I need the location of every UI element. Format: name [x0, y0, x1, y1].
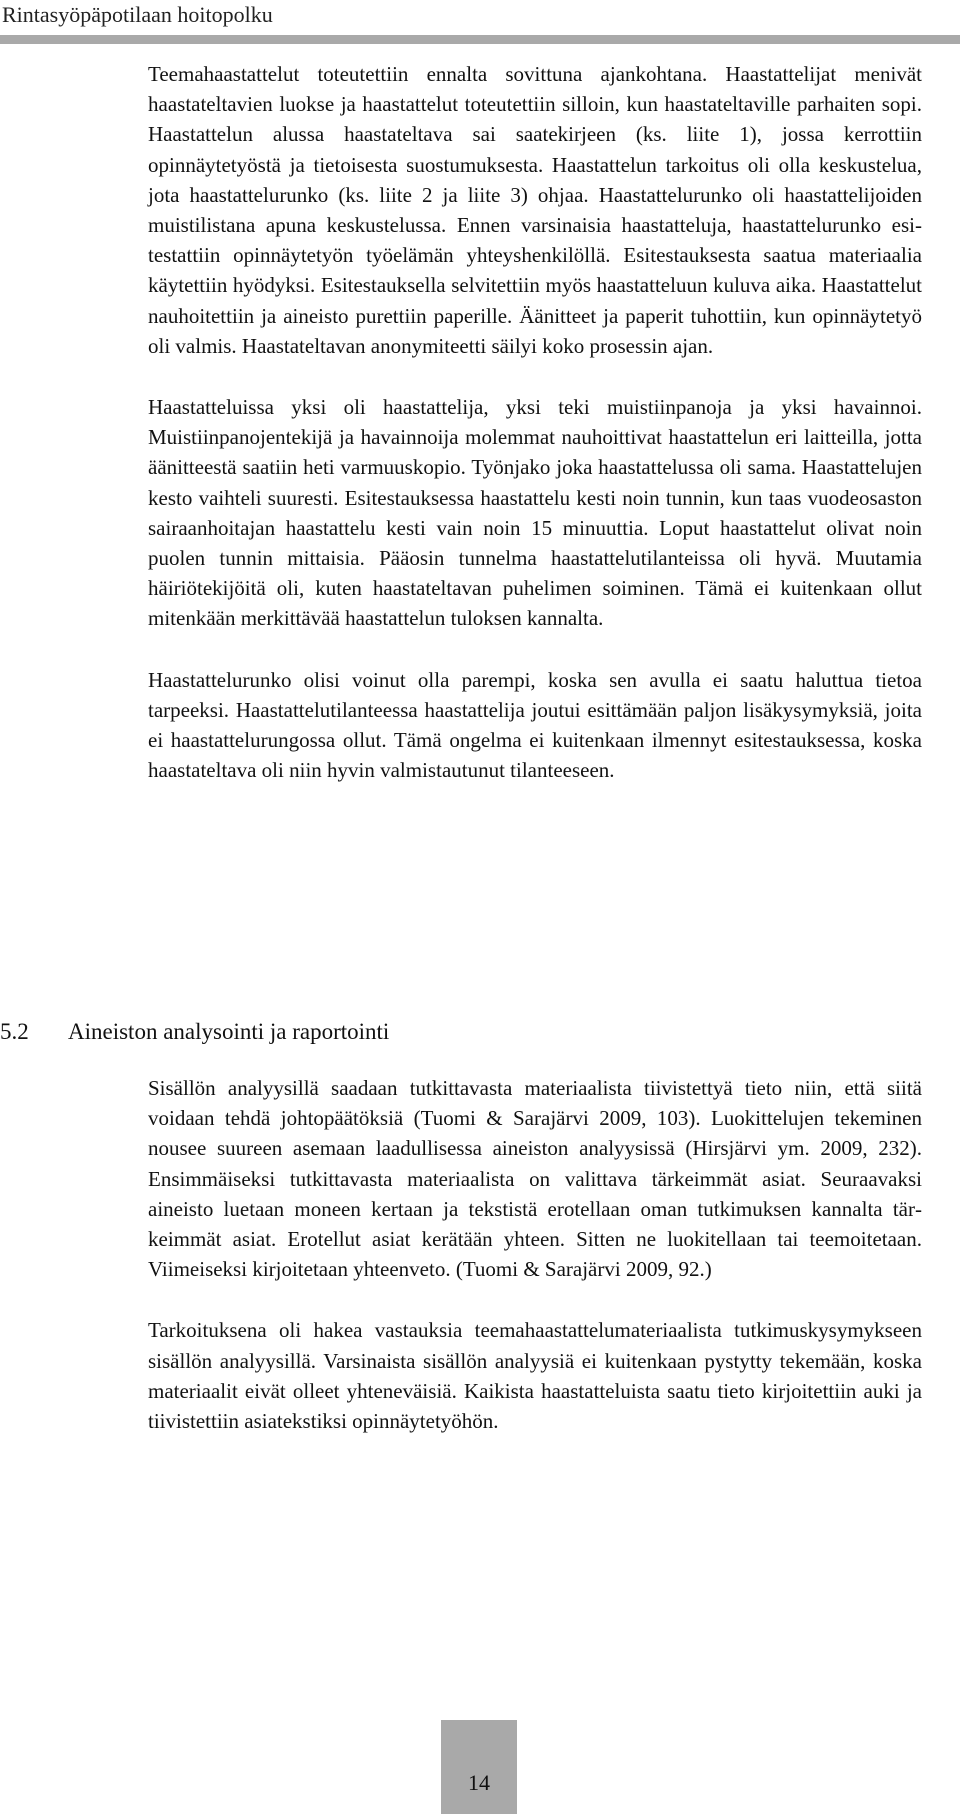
- paragraph-analysis-purpose: Tarkoituksena oli hakea vastauksia teemahaastattelumateriaalista tutkimuskysymykseen sisällön analyysillä. Varsinaista sisällön analyysiä ei kuitenkaan pystytty tekemään, koska materiaalit eivät olleet yhteneväisiä. Kaikista haastatteluista saatu tieto kirjoitettiin auki ja tiivistettiin asiatekstiksi opinnäytetyöhön.: [148, 1318, 922, 1434]
- body-text: [148, 59, 922, 785]
- section-body-text: [148, 1073, 922, 1436]
- section-title: Aineiston analysointi ja raportointi: [68, 1019, 390, 1044]
- paragraph-interviews-conduct: Teemahaastattelut toteutettiin ennalta sovittuna ajankohtana. Haastattelijat menivät haastateltavien luokse ja haastattelut toteutettiin silloin, kun haastateltaville parhaiten sopi. Haastattelun alussa haastateltava sai saatekirjeen (ks. liite 1), jossa kerrottiin opinnäytetyöstä ja tietoisesta suostumuksesta. Haastattelun tarkoitus oli olla keskustelua, jota haastattelurunko (ks. liite 2 ja liite 3) ohjaa. Haastattelurunko oli haastattelijoiden muistilistana apuna keskustelussa. Ennen varsinaisia haastatteluja, haastattelurunko esitestattiin opinnäytetyön työelämän yhteyshenkilöllä. Esitestauksesta saatua materiaalia käytettiin hyödyksi. Esitestauksella selvitettiin myös haastatteluun kuluva aika. Haastattelut nauhoitettiin ja aineisto purettiin paperille. Äänitteet ja paperit tuhottiin, kun opinnäytetyö oli valmis. Haastateltavan anonymiteetti säilyi koko prosessin ajan.: [148, 62, 922, 358]
- section-number: 5.2: [0, 1019, 29, 1044]
- paragraph-interview-roles: Haastatteluissa yksi oli haastattelija, yksi teki muistiinpanoja ja yksi havainnoi. Muistiinpanojentekijä ja havainnoija molemmat nauhoittivat haastattelun eri laitteilla, jotta äänitteestä saatiin heti varmuuskopio. Työnjako joka haastattelussa oli sama. Haastattelujen kesto vaihteli suuresti. Esitestauksessa haastattelu kesti noin tunnin, kun taas vuodeosaston sairaanhoitajan haastattelu kesti vain noin 15 minuuttia. Loput haastattelut olivat noin puolen tunnin mittaisia. Pääosin tunnelma haastattelutilanteissa oli hyvä. Muutamia häiriötekijöitä oli, kuten haastateltavan puhelimen soiminen. Tämä ei kuitenkaan ollut mitenkään merkittävää haastattelun tuloksen kannalta.: [148, 395, 922, 631]
- paragraph-interview-framework: Haastattelurunko olisi voinut olla parempi, koska sen avulla ei saatu haluttua tietoa tarpeeksi. Haastattelutilanteessa haastattelija joutui esittämään paljon lisäkysymyksiä, joita ei haastattelurungossa ollut. Tämä ongelma ei kuitenkaan ilmennyt esitestauksessa, koska haastateltava oli niin hyvin valmistautunut tilanteeseen.: [148, 667, 922, 783]
- running-header: [0, 0, 960, 44]
- paragraph-content-analysis: Sisällön analyysillä saadaan tutkittavasta materiaalista tiivistettyä tieto niin, että siitä voidaan tehdä johtopäätöksiä (Tuomi & Sarajärvi 2009, 103). Luokittelujen tekeminen nousee suureen asemaan laadullisessa aineiston analyysissä (Hirsjärvi ym. 2009, 232). Ensimmäiseksi tutkittavasta materiaalista on valittava tärkeimmät asiat. Seuraavaksi aineisto luetaan moneen kertaan ja tekstistä erotellaan oman tutkimuksen kannalta tärkeimmät asiat. Erotellut asiat kerätään yhteen. Sitten ne luokitellaan tai teemoitetaan. Viimeiseksi kirjoitetaan yhteenveto. (Tuomi & Sarajärvi 2009, 92.): [148, 1076, 922, 1282]
- page-number-box: [441, 1720, 517, 1814]
- document-title: Rintasyöpäpotilaan hoitopolku: [2, 2, 273, 27]
- page-number: 14: [468, 1770, 490, 1795]
